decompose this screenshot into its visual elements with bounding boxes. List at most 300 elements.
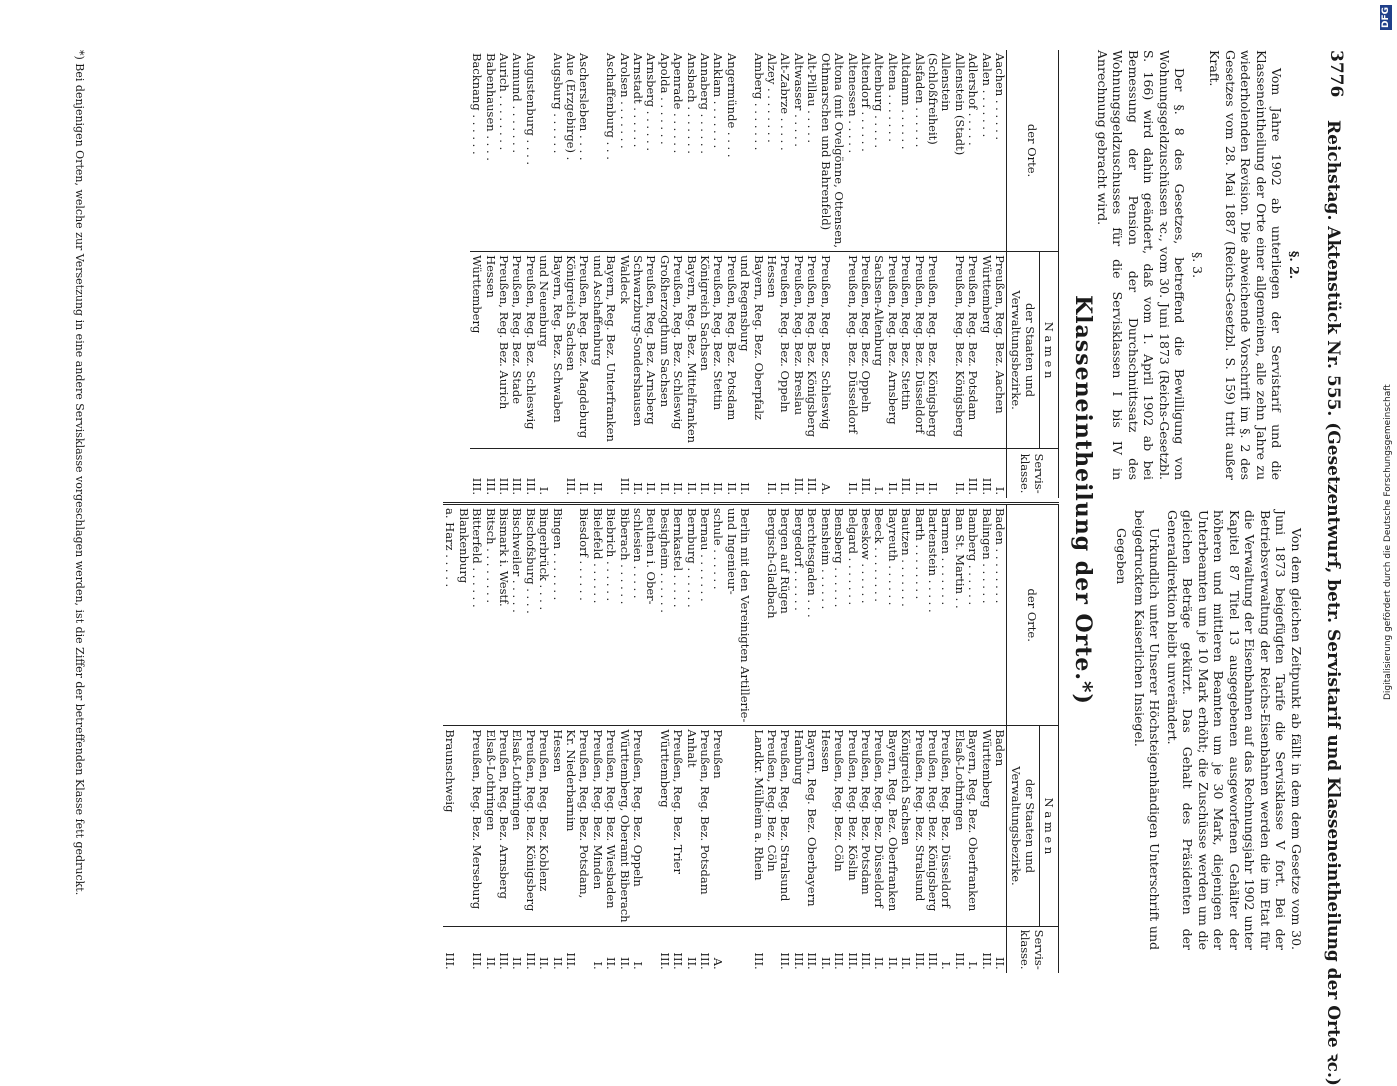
place-name xyxy=(751,504,764,726)
state-district: Preußen, Reg. Bez. Düsseldorf xyxy=(872,726,885,926)
place-name: (Schloßfreiheit) xyxy=(925,53,940,145)
table-row xyxy=(979,504,992,973)
table-row xyxy=(631,504,644,973)
table-row xyxy=(845,504,858,973)
servis-class xyxy=(832,449,845,498)
table-row xyxy=(765,504,778,973)
state-district: Bayern, Reg. Bez. Unterfranken xyxy=(604,252,617,449)
place-name: Bitterfeld . . . . . . xyxy=(470,504,483,726)
servis-class: II. xyxy=(644,449,657,498)
state-district: Bayern, Reg. Bez. Schwaben xyxy=(550,252,563,449)
table-row xyxy=(523,504,536,973)
servis-class xyxy=(939,449,952,498)
place-name: Biebrich . . . . . . xyxy=(604,504,617,726)
place-name: Bautzen . . . . . . . xyxy=(899,504,912,726)
servis-class xyxy=(577,926,590,973)
table-row xyxy=(644,504,657,973)
state-district xyxy=(939,252,952,449)
place-name xyxy=(738,50,751,252)
state-district: Preußen, Reg. Bez. Düsseldorf xyxy=(939,726,952,926)
state-district: Kr. Niederbarnim xyxy=(564,726,577,926)
state-district: Preußen, Reg. Bez. Cöln xyxy=(832,726,845,926)
table-row xyxy=(926,50,939,498)
table-row xyxy=(577,50,590,498)
page-number: 3776 xyxy=(1326,50,1346,98)
state-district: Preußen, Reg. Bez. Oppeln xyxy=(631,726,644,926)
servis-class xyxy=(724,926,737,973)
place-name: Babenhausen . . . . xyxy=(483,53,498,161)
table-row xyxy=(738,504,751,973)
place-name xyxy=(537,50,550,252)
right-paragraph-2: Urkundlich unter Unserer Höchsteigenhändigen Unterschrift und beigedrucktem Kaiserlichen Insiegel. xyxy=(1132,510,1163,950)
table-row xyxy=(939,50,952,498)
servis-class: III. xyxy=(510,449,523,498)
place-name: Augustenburg . . . . xyxy=(523,53,538,166)
servis-class: III. xyxy=(966,449,979,498)
place-name: Augsburg . . . . . . xyxy=(550,53,565,154)
place-name: Arnsberg . . . . . . xyxy=(644,53,659,152)
servis-class xyxy=(456,926,469,973)
table-row xyxy=(926,504,939,973)
place-name: Alt-Pillau . . . . . xyxy=(805,53,820,144)
servis-class: II. xyxy=(684,449,697,498)
servis-class: III. xyxy=(778,926,791,973)
servis-class: III. xyxy=(751,926,764,973)
section-3-paragraph: Der §. 8 des Gesetzes, betreffend die Bewilligung von Wohnungsgeldzuschüssen ꝛc., vom 30. Juni 1873 (Reichs-Gesetzbl. S. 166) wird dahin geändert, daß vom 1. April 1902 ab bei Bemessung der Pension der Durchschnittssatz des Wohnungsgeldzuschusses für die Servisklassen I bis IV in Anrechnung gebracht wird. xyxy=(1095,50,1188,480)
place-name: Bingen . . . . . . . xyxy=(550,504,563,726)
table-row xyxy=(604,504,617,973)
state-district: Preußen, Reg. Bez. Oppeln xyxy=(859,252,872,449)
servis-class: III. xyxy=(832,926,845,973)
servis-class: II. xyxy=(885,449,898,498)
servis-class: II. xyxy=(724,449,737,498)
state-district: Preußen, Reg. Bez. Potsdam xyxy=(966,252,979,449)
place-name: Bergen auf Rügen xyxy=(778,504,791,726)
table-row xyxy=(617,50,630,498)
rotated-document xyxy=(64,50,1354,1086)
state-district: Preußen, Reg. Bez. Oppeln xyxy=(778,252,791,449)
place-name: Altenburg . . . . . xyxy=(872,53,887,148)
state-district: Sachsen-Altenburg xyxy=(872,252,885,449)
servis-class: II. xyxy=(657,449,670,498)
column-header-orte: der Orte. xyxy=(1007,50,1059,252)
table-right-body xyxy=(443,504,1007,973)
section-2-heading: §. 2. xyxy=(1287,250,1302,280)
table-row xyxy=(939,504,952,973)
servis-class: II. xyxy=(550,926,563,973)
table-row xyxy=(792,50,805,498)
servis-class: II. xyxy=(617,926,630,973)
place-name: schlesien . . . . . xyxy=(631,504,644,726)
state-district: Preußen, Reg. Bez. Düsseldorf xyxy=(845,252,858,449)
column-header-orte-2: der Orte. xyxy=(1007,504,1059,726)
table-row xyxy=(604,50,617,498)
table-row xyxy=(564,504,577,973)
table-row xyxy=(684,50,697,498)
place-name: Allenstein xyxy=(939,53,954,112)
place-name: Blankenburg xyxy=(456,504,469,726)
servis-class xyxy=(765,926,778,973)
table-row xyxy=(497,50,510,498)
state-district: und Neuenburg xyxy=(537,252,550,449)
table-row xyxy=(872,504,885,973)
place-name: Arnstadt . . . . . . xyxy=(631,53,646,148)
place-name: Altendorf . . . . . . xyxy=(858,53,873,152)
place-name: Adlershof . . . . . xyxy=(966,53,981,146)
table-row xyxy=(550,50,563,498)
right-paragraph-3: Gegeben xyxy=(1114,528,1130,585)
table-row xyxy=(832,50,845,498)
state-district: Preußen, Reg. Bez. Aachen xyxy=(993,252,1007,449)
state-district: Preußen, Reg. Bez. Magdeburg xyxy=(577,252,590,449)
table-row xyxy=(523,50,536,498)
state-district: Preußen, Reg. Bez. Stralsund xyxy=(778,726,791,926)
state-district: und Aschaffenburg xyxy=(590,252,603,449)
state-district: Königreich Sachsen xyxy=(899,726,912,926)
table-row xyxy=(993,50,1007,498)
servis-class: II. xyxy=(912,449,925,498)
place-name: Belgard . . . . . . . xyxy=(845,504,858,726)
place-name: Annaberg . . . . . . xyxy=(698,53,713,154)
servis-class: III. xyxy=(671,926,684,973)
table-row xyxy=(966,50,979,498)
state-district: Preußen, Reg. Bez. Potsdam, xyxy=(577,726,590,926)
state-district: Württemberg, Oberamt Biberach xyxy=(617,726,630,926)
place-name: Barmen . . . . . . . xyxy=(939,504,952,726)
table-row xyxy=(859,50,872,498)
table-row xyxy=(818,50,831,498)
place-name: Besigheim . . . . . . xyxy=(657,504,670,726)
table-row xyxy=(751,50,764,498)
state-district: Anhalt xyxy=(684,726,697,926)
servis-class: III. xyxy=(698,926,711,973)
table-row xyxy=(724,504,737,973)
place-name: Aue (Erzgebirge) . xyxy=(564,53,578,161)
state-district: Hessen xyxy=(483,252,496,449)
place-name: Aurich . . . . . . . . xyxy=(496,53,511,151)
servis-class xyxy=(604,449,617,498)
table-row xyxy=(738,50,751,498)
table-row xyxy=(805,50,818,498)
place-name: Arolsen . . . . . . . xyxy=(617,53,632,149)
state-district: Preußen, Reg. Bez. Koblenz xyxy=(537,726,550,926)
servis-class: II. xyxy=(698,449,711,498)
servis-class: II. xyxy=(738,449,751,498)
place-name: Bismark i. Westf. xyxy=(497,504,510,726)
footnote: *) Bei denjenigen Orten, welche zur Versetzung in eine andere Servisklasse vorgeschlagen werden, ist die Ziffer der betreffenden Klasse fett gedruckt. xyxy=(73,50,86,896)
table-row xyxy=(805,504,818,973)
place-name: Berchtesgaden . . . xyxy=(805,504,818,726)
servis-class: II. xyxy=(952,449,965,498)
table-row xyxy=(765,50,778,498)
servis-class: III. xyxy=(805,926,818,973)
state-district: und Regensburg xyxy=(738,252,751,449)
servis-class xyxy=(751,449,764,498)
servis-class: A. xyxy=(818,449,831,498)
place-name: Bernau . . . . . . . xyxy=(698,504,711,726)
table-row xyxy=(671,504,684,973)
table-title: Klasseneintheilung der Orte.*) xyxy=(1070,295,1096,705)
state-district: Hessen xyxy=(818,726,831,926)
place-name: a. Harz . . . . . xyxy=(443,504,456,726)
state-district: Württemberg xyxy=(979,252,992,449)
state-district: Preußen, Reg. Bez. Wiesbaden xyxy=(604,726,617,926)
table-row xyxy=(510,50,523,498)
place-name: Bergisch-Gladbach xyxy=(765,504,778,726)
servis-class: III. xyxy=(912,926,925,973)
state-district: Braunschweig xyxy=(443,726,456,926)
table-row xyxy=(550,504,563,973)
state-district: Preußen, Reg. Bez. Schleswig xyxy=(818,252,831,449)
state-district: Preußen, Reg. Bez. Aurich xyxy=(497,252,510,449)
place-name: Bernburg . . . . . . xyxy=(684,504,697,726)
place-name: Beeck . . . . . . . . xyxy=(872,504,885,726)
servis-class: II. xyxy=(926,449,939,498)
table-row xyxy=(577,504,590,973)
state-district: Preußen, Reg. Bez. Königsberg xyxy=(952,252,965,449)
place-name: Aalen . . . . . . . xyxy=(979,53,994,138)
table-row xyxy=(751,504,764,973)
servis-class: III. xyxy=(926,926,939,973)
column-header-klasse-2: Servis-klasse. xyxy=(1007,926,1059,973)
servis-class: II. xyxy=(845,449,858,498)
state-district: Württemberg xyxy=(470,252,483,449)
servis-class: I. xyxy=(872,449,885,498)
state-district: Preußen, Reg. Bez. Trier xyxy=(671,726,684,926)
state-district: Großherzogthum Sachsen xyxy=(657,252,670,449)
place-name: Altena . . . . . . . xyxy=(885,53,900,142)
table-row xyxy=(590,504,603,973)
servis-class: III. xyxy=(792,926,805,973)
place-name: Altwasser . . . . . xyxy=(791,53,806,147)
state-district: Preußen, Reg. Bez. Arnsberg xyxy=(644,252,657,449)
place-name: Altdamm . . . . . . xyxy=(899,53,914,150)
servis-class: II. xyxy=(778,449,791,498)
servis-class: III. xyxy=(952,926,965,973)
place-name: Biberach . . . . . . xyxy=(617,504,630,726)
servis-class: II. xyxy=(671,449,684,498)
servis-class: II. xyxy=(872,926,885,973)
servis-class xyxy=(738,926,751,973)
state-district xyxy=(456,726,469,926)
table-row xyxy=(711,504,724,973)
servis-class: II. xyxy=(631,449,644,498)
digitization-note: Digitalisierung gefördert durch die Deutsche Forschungsgemeinschaft xyxy=(1383,384,1393,700)
servis-class: II. xyxy=(993,926,1007,973)
place-name: Alt-Zabrze . . . . . xyxy=(778,53,793,151)
servis-class: III. xyxy=(859,449,872,498)
place-name: Altona (mit Ovelgönne, Ottensen, xyxy=(832,53,847,249)
place-name: Altenessen . . . . . xyxy=(845,53,860,154)
state-district: Preußen, Reg. Bez. Stettin xyxy=(899,252,912,449)
state-district: Preußen, Reg. Bez. Arnsberg xyxy=(885,252,898,449)
table-row xyxy=(859,504,872,973)
right-paragraph-1: Von dem gleichen Zeitpunkt ab fällt in dem dem Gesetze vom 30. Juni 1873 beigefügten Tarife die Servisklasse V fort. Bei der Betriebsverwaltung der Reichs-Eisenbahnen werden die im Etat für die Verwaltung der Eisenbahnen auf das Rechnungsjahr 1902 unter Kapitel 87 Titel 13 ausgegebenen ausgeworfenen Gehälter der höheren und mittleren Beamten um je 30 Mark, diejenigen der Unterbeamten um je 10 Mark erhöht; die Zuschüsse werden um die gleichen Beträge gekürzt. Das Gehalt des Präsidenten der Generaldirektion bleibt unverändert. xyxy=(1165,510,1304,950)
state-district: Preußen, Reg. Bez. Potsdam xyxy=(698,726,711,926)
servis-class: III. xyxy=(470,449,483,498)
servis-class: II. xyxy=(684,926,697,973)
table-row xyxy=(845,50,858,498)
state-district: Bayern, Reg. Bez. Oberpfalz xyxy=(751,252,764,449)
place-name: Anklam . . . . . . . xyxy=(711,53,726,149)
table-row xyxy=(698,504,711,973)
table-row xyxy=(778,504,791,973)
servis-class: II. xyxy=(765,449,778,498)
table-row xyxy=(443,504,456,973)
servis-class xyxy=(644,926,657,973)
servis-class: III. xyxy=(859,926,872,973)
servis-class: II. xyxy=(537,926,550,973)
servis-class: III. xyxy=(792,449,805,498)
state-district xyxy=(644,726,657,926)
place-name: Bischofsburg . . . . xyxy=(523,504,536,726)
table-row xyxy=(899,50,912,498)
place-name: Baden . . . . . . . . xyxy=(993,504,1007,726)
table-row xyxy=(617,504,630,973)
state-district xyxy=(724,726,737,926)
place-name: Aschersleben . . . . xyxy=(577,53,592,161)
table-row xyxy=(456,504,469,973)
dfg-logo: DFG xyxy=(1381,6,1391,28)
place-name: Alsfaden . . . . . . xyxy=(912,53,927,148)
state-district: Waldeck xyxy=(617,252,630,449)
state-district: Preußen, Reg. Bez. Schleswig xyxy=(523,252,536,449)
servis-class: II. xyxy=(711,449,724,498)
place-name: und Ingenieur- xyxy=(724,504,737,726)
servis-class: I. xyxy=(939,926,952,973)
place-name: Bielefeld . . . . . . xyxy=(590,504,603,726)
state-district: Preußen, Reg. Bez. Breslau xyxy=(792,252,805,449)
classification-table-left xyxy=(470,50,1059,498)
table-row xyxy=(966,504,979,973)
state-district: Preußen, Reg. Bez. Potsdam xyxy=(859,726,872,926)
state-district: Preußen, Reg. Bez. Königsberg xyxy=(926,252,939,449)
table-row xyxy=(993,504,1007,973)
table-row xyxy=(657,504,670,973)
place-name: Apolda . . . . . . . xyxy=(657,53,672,145)
servis-class: I. xyxy=(537,449,550,498)
servis-class: III. xyxy=(523,449,536,498)
section-2-paragraph: Vom Jahre 1902 ab unterliegen der Servistarif und die Klasseneintheilung der Orte einer allgemeinen, alle zehn Jahre zu wiederholenden Revision. Die abweichende Vorschrift im §. 2 des Gesetzes vom 28. Mai 1887 (Reichs-Gesetzbl. S. 159) tritt außer Kraft. xyxy=(1207,50,1285,480)
place-name: Bartenstein . . . . . xyxy=(926,504,939,726)
column-header-namen: N a m e n xyxy=(1040,252,1059,449)
place-name: Backnang . . . . . . xyxy=(470,53,485,155)
page-title: Reichstag. Aktenstück Nr. 555. (Gesetzentwurf, betr. Servistarif und Klasseneintheilung der Orte ꝛc.) xyxy=(1323,120,1343,1086)
servis-class: I. xyxy=(966,926,979,973)
place-name: Bensheim . . . . . . xyxy=(818,504,831,726)
place-name: Beeskow . . . . . . xyxy=(859,504,872,726)
place-name: Bergedorf . . . . . . xyxy=(792,504,805,726)
state-district: Hamburg xyxy=(792,726,805,926)
state-district xyxy=(832,252,845,449)
table-row xyxy=(979,50,992,498)
servis-class xyxy=(550,449,563,498)
table-row xyxy=(885,504,898,973)
table-row xyxy=(644,50,657,498)
table-row xyxy=(778,50,791,498)
servis-class: II. xyxy=(885,926,898,973)
servis-class: III. xyxy=(470,926,483,973)
servis-class: III. xyxy=(497,449,510,498)
table-left-body xyxy=(470,50,1007,498)
place-name: Biesdorf . . . . . . xyxy=(577,504,590,726)
column-header-klasse: Servis-klasse. xyxy=(1007,449,1059,498)
servis-class: III. xyxy=(657,926,670,973)
state-district: Bayern, Reg. Bez. Oberfranken xyxy=(885,726,898,926)
place-name: Ban St. Martin . . xyxy=(952,504,965,726)
servis-class: III. xyxy=(899,449,912,498)
left-text-column xyxy=(1093,50,1305,480)
table-row xyxy=(952,50,965,498)
state-district: Baden xyxy=(993,726,1007,926)
table-row xyxy=(724,50,737,498)
servis-class: I. xyxy=(631,926,644,973)
table-row xyxy=(885,50,898,498)
servis-class: II. xyxy=(577,449,590,498)
servis-class: III. xyxy=(483,449,496,498)
place-name: Bitsch . . . . . . . . xyxy=(483,504,496,726)
state-district: Preußen, Reg. Bez. Königsberg xyxy=(926,726,939,926)
state-district: Preußen, Reg. Bez. Minden xyxy=(590,726,603,926)
table-row xyxy=(510,504,523,973)
table-row xyxy=(470,504,483,973)
place-name: Balingen . . . . . . xyxy=(979,504,992,726)
state-district: Bayern, Reg. Bez. Oberbayern xyxy=(805,726,818,926)
place-name: Amberg . . . . . . . xyxy=(751,53,766,151)
table-row xyxy=(470,50,483,498)
place-name: Othmarschen und Bahrenfeld) xyxy=(818,53,833,231)
servis-class: III. xyxy=(523,926,536,973)
place-name: Ansbach . . . . . . . xyxy=(684,53,699,154)
servis-class: II. xyxy=(899,926,912,973)
place-name: Bayreuth . . . . . . xyxy=(885,504,898,726)
state-district: Königreich Sachsen xyxy=(564,252,577,449)
state-district: Preußen, Reg. Bez. Potsdam xyxy=(724,252,737,449)
place-name: Aachen . . . . . . xyxy=(993,53,1007,141)
column-header-namen-2: N a m e n xyxy=(1040,726,1059,926)
right-text-column xyxy=(1112,510,1304,950)
state-district xyxy=(738,726,751,926)
table-row xyxy=(698,50,711,498)
table-row xyxy=(872,50,885,498)
servis-class: I. xyxy=(993,449,1007,498)
state-district: Schwarzburg-Sondershausen xyxy=(631,252,644,449)
state-district: Preußen, Reg. Bez. Königsberg xyxy=(523,726,536,926)
state-district: Bayern, Reg. Bez. Mittelfranken xyxy=(684,252,697,449)
state-district: Königreich Sachsen xyxy=(698,252,711,449)
state-district: Hessen xyxy=(765,252,778,449)
state-district: Preußen, Reg. Bez. Stettin xyxy=(711,252,724,449)
state-district: Elsaß-Lothringen xyxy=(483,726,496,926)
servis-class: I. xyxy=(590,926,603,973)
state-district: Hessen xyxy=(550,726,563,926)
servis-class: III. xyxy=(564,926,577,973)
table-row xyxy=(537,504,550,973)
state-district: Elsaß-Lothringen xyxy=(510,726,523,926)
state-district: Landkr. Mülheim a. Rhein xyxy=(751,726,764,926)
servis-class: II. xyxy=(818,926,831,973)
page-header xyxy=(1314,50,1354,1086)
servis-class: III. xyxy=(845,926,858,973)
state-district: Preußen, Reg. Bez. Schleswig xyxy=(671,252,684,449)
place-name: Bischweiler . . . . . xyxy=(510,504,523,726)
state-district: Preußen, Reg. Bez. Stralsund xyxy=(912,726,925,926)
state-district: Bayern, Reg. Bez. Oberfranken xyxy=(966,726,979,926)
place-name: Apenrade . . . . . . xyxy=(671,53,686,154)
table-row xyxy=(590,50,603,498)
servis-class: III. xyxy=(979,449,992,498)
table-row xyxy=(497,504,510,973)
